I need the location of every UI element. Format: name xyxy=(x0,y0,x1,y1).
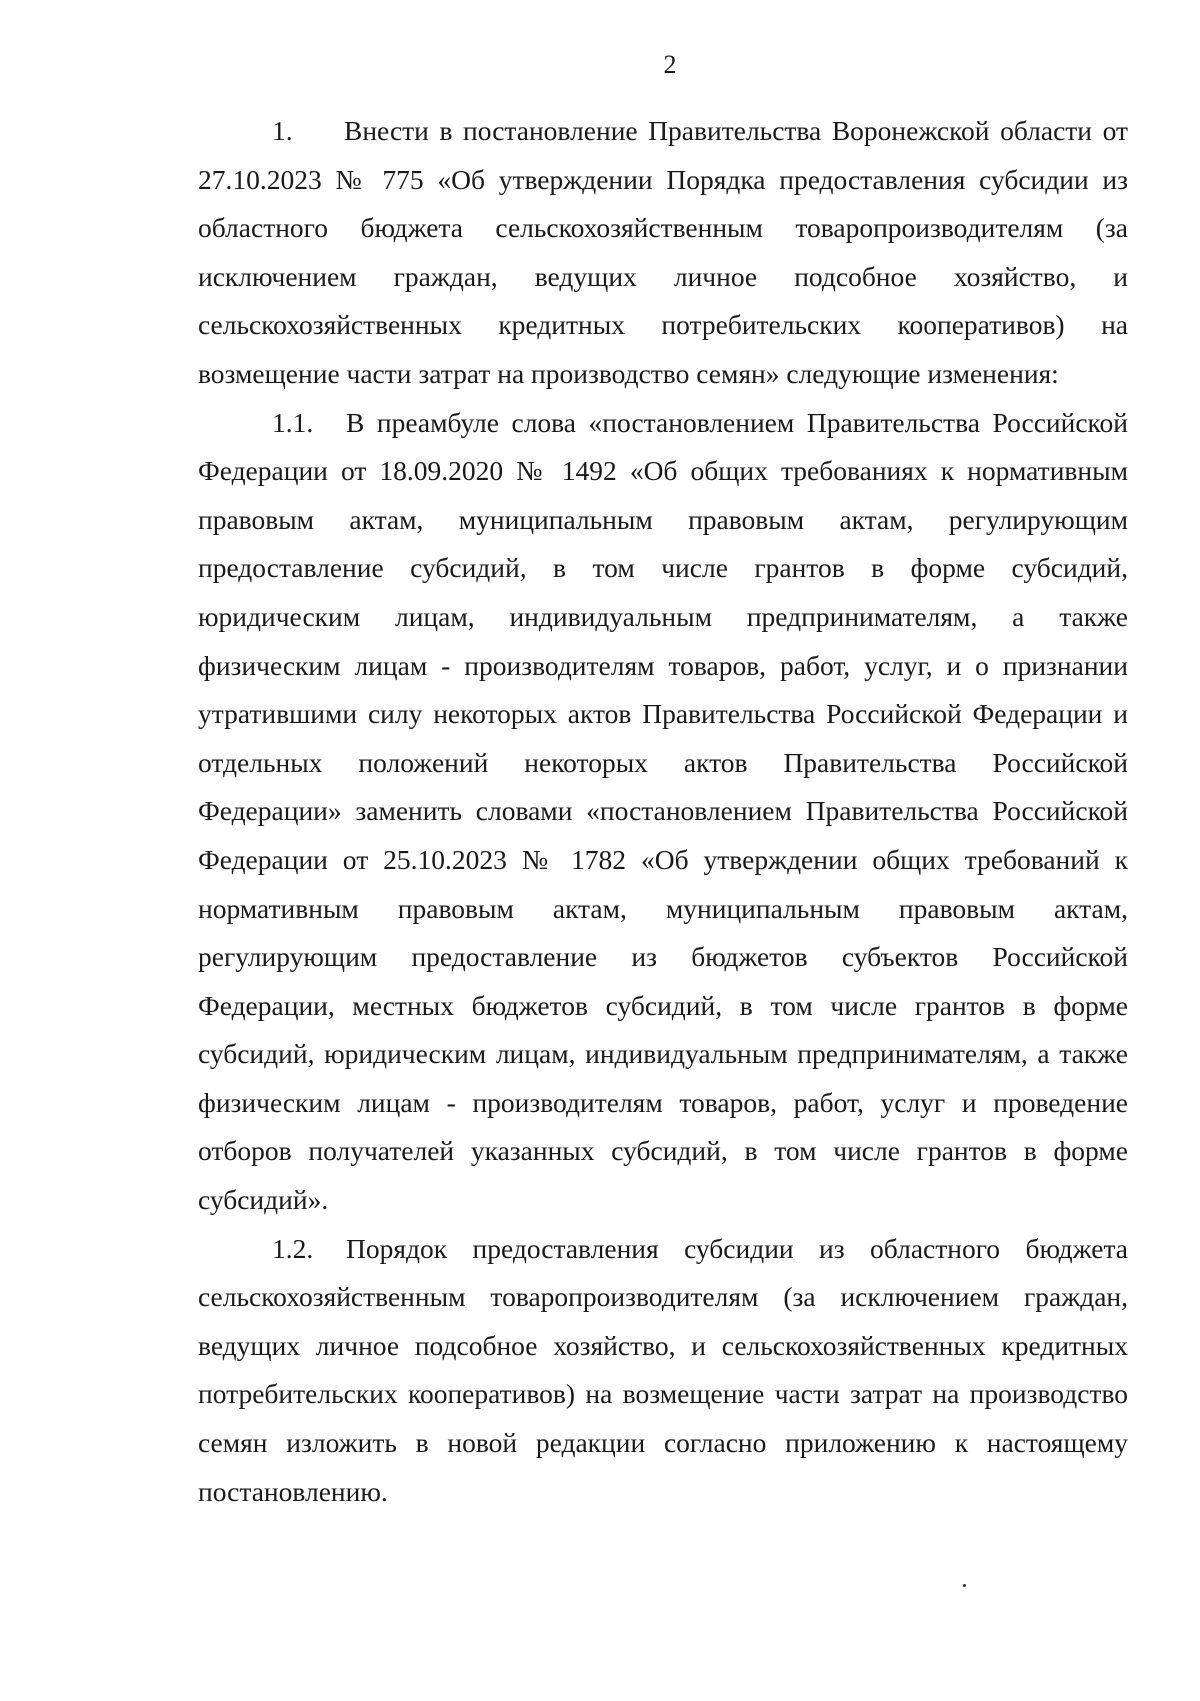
scan-speck xyxy=(963,1584,966,1587)
paragraph-number: 1.2. xyxy=(272,1232,314,1264)
paragraph-text: В преамбуле слова «постановлением Правительства Российской Федерации от 18.09.2020 № 1492 «Об общих требованиях к нормативным правовым актам, муниципальным правовым актам, регулирующим предоставление субсидий, в том числе грантов в форме субсидий, юридическим лицам, индивидуальным предпринимателям, а также физическим лицам - производителям товаров, работ, услуг, и о признании утратившими силу некоторых актов Правительства Российской Федерации и отдельных положений некоторых актов Правительства Российской Федерации» заменить словами «постановлением Правительства Российской Федерации от 25.10.2023 № 1782 «Об утверждении общих требований к нормативным правовым актам, муниципальным правовым актам, регулирующим предоставление из бюджетов субъектов Российской Федерации, местных бюджетов субсидий, в том числе грантов в форме субсидий, юридическим лицам, индивидуальным предпринимателям, а также физическим лицам - производителям товаров, работ, услуг и проведение отборов получателей указанных субсидий, в том числе грантов в форме субсидий». xyxy=(198,406,1128,1216)
document-body xyxy=(198,107,1128,1516)
paragraph-text: Порядок предоставления субсидии из областного бюджета сельскохозяйственным товаропроизводителям (за исключением граждан, ведущих личное подсобное хозяйство, и сельскохозяйственных кредитных потребительских кооперативов) на возмещение части затрат на производство семян изложить в новой редакции согласно приложению к настоящему постановлению. xyxy=(198,1232,1128,1507)
paragraph-1-1 xyxy=(198,399,1128,1225)
paragraph-number: 1.1. xyxy=(272,406,314,438)
paragraph-1-2 xyxy=(198,1225,1128,1517)
paragraph-number: 1. xyxy=(272,115,293,146)
page-number: 2 xyxy=(663,50,677,79)
paragraph-text: Внести в постановление Правительства Воронежской области от 27.10.2023 № 775 «Об утверждении Порядка предоставления субсидии из областного бюджета сельскохозяйственным товаропроизводителям (за исключением граждан, ведущих личное подсобное хозяйство, и сельскохозяйственных кредитных потребительских кооперативов) на возмещение части затрат на производство семян» следующие изменения: xyxy=(198,115,1128,389)
paragraph-1 xyxy=(198,107,1128,399)
